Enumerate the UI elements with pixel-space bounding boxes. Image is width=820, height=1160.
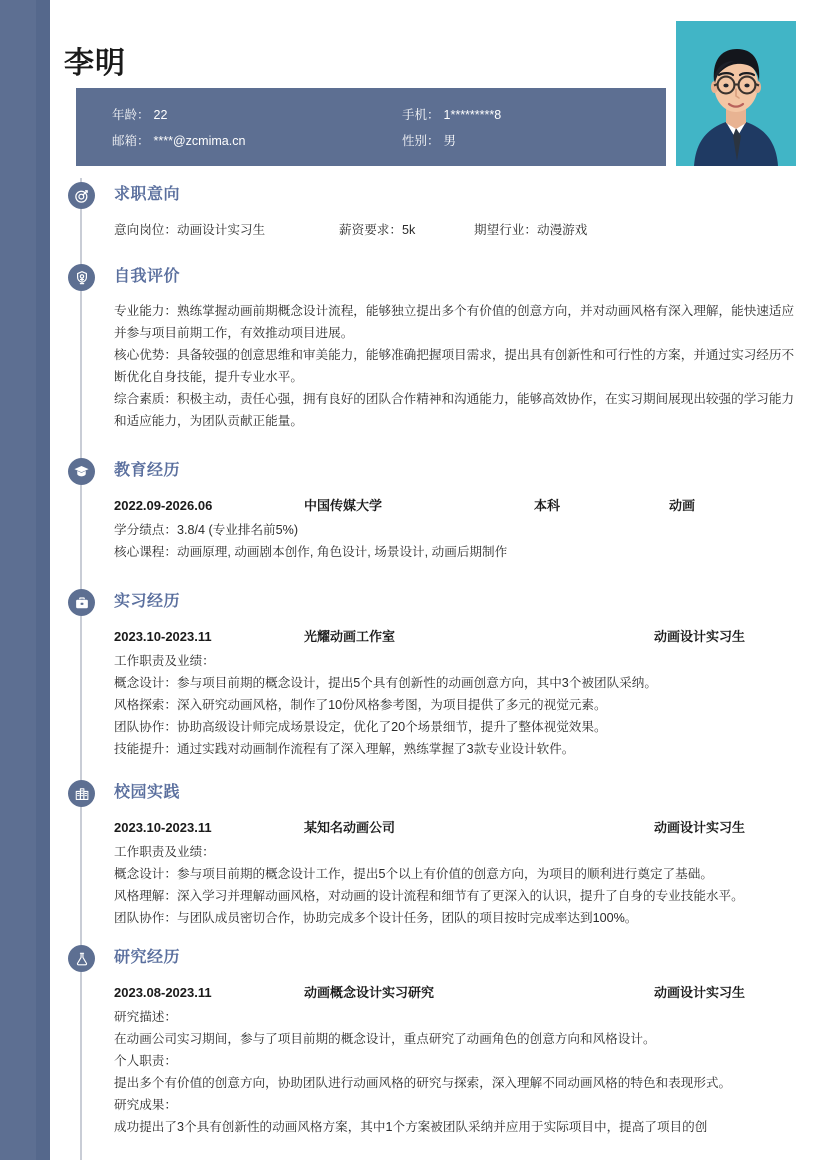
evaluation-line: 专业能力：熟练掌握动画前期概念设计流程，能够独立提出多个有价值的创意方向，并对动画风格有深入理解，能快速适应并参与项目前期工作，有效推动项目进展。 <box>114 304 795 340</box>
info-phone-value: 1*********8 <box>443 108 502 122</box>
intent-position: 意向岗位：动画设计实习生 <box>114 223 266 237</box>
intent-industry: 期望行业：动漫游戏 <box>474 223 588 237</box>
education-line: 学分绩点：3.8/4 (专业排名前5%) <box>114 523 299 537</box>
left-rail-inner <box>36 0 50 1160</box>
evaluation-line: 核心优势：具备较强的创意思维和审美能力，能够准确把握项目需求，提出具有创新性和可行性的方案，并通过实习经历不断优化自身技能，提升专业水平。 <box>114 348 795 384</box>
section-header-education <box>56 454 820 494</box>
evaluation-line: 综合素质：积极主动，责任心强，拥有良好的团队合作精神和沟通能力，能够高效协作，在实习期间展现出较强的学习能力和适应能力，为团队贡献正能量。 <box>114 392 795 428</box>
section-campus-practice <box>56 776 820 929</box>
badge-icon <box>68 264 95 291</box>
section-title-research: 研究经历 <box>114 949 181 966</box>
info-email-value: ****@zcmima.cn <box>153 134 246 148</box>
section-self-evaluation <box>56 260 820 432</box>
internship-role: 动画设计实习生 <box>654 629 746 644</box>
contact-info-grid <box>112 101 652 153</box>
info-gender-value: 男 <box>443 134 457 148</box>
internship-line: 技能提升：通过实践对动画制作流程有了深入理解，熟练掌握了3款专业设计软件。 <box>114 742 575 756</box>
education-row-head <box>114 494 802 518</box>
section-header-internship <box>56 585 820 625</box>
job-intent-row <box>114 218 802 242</box>
campus-line: 工作职责及业绩： <box>114 845 215 859</box>
section-body-education <box>56 494 820 563</box>
research-line: 个人职责： <box>114 1054 177 1068</box>
section-body-job-intent <box>56 218 820 242</box>
internship-company: 光耀动画工作室 <box>304 629 396 644</box>
internship-line: 风格探索：深入研究动画风格，制作了10份风格参考图，为项目提供了多元的视觉元素。 <box>114 698 607 712</box>
education-major: 动画 <box>669 498 696 513</box>
section-job-intent <box>56 178 820 242</box>
research-line: 研究成果： <box>114 1098 177 1112</box>
research-line: 成功提出了3个具有创新性的动画风格方案，其中1个方案被团队采纳并应用于实际项目中，提高了项目的创 <box>114 1120 708 1134</box>
research-line: 研究描述： <box>114 1010 177 1024</box>
campus-line: 团队协作：与团队成员密切合作，协助完成多个设计任务，团队的项目按时完成率达到100%。 <box>114 911 638 925</box>
education-school: 中国传媒大学 <box>304 498 383 513</box>
internship-row-head <box>114 625 802 649</box>
info-phone-label: 手机： <box>402 108 440 122</box>
section-header-research <box>56 941 820 981</box>
section-header-job-intent <box>56 178 820 218</box>
campus-row-head <box>114 816 802 840</box>
campus-role: 动画设计实习生 <box>654 820 746 835</box>
research-role: 动画设计实习生 <box>654 985 746 1000</box>
education-date: 2022.09-2026.06 <box>114 498 213 513</box>
graduation-cap-icon <box>68 458 95 485</box>
education-line: 核心课程：动画原理, 动画剧本创作, 角色设计, 场景设计, 动画后期制作 <box>114 545 508 559</box>
section-education <box>56 454 820 563</box>
research-row-head <box>114 981 802 1005</box>
campus-date: 2023.10-2023.11 <box>114 820 212 835</box>
section-title-education: 教育经历 <box>114 462 181 479</box>
candidate-name: 李明 <box>64 47 126 80</box>
flask-icon <box>68 945 95 972</box>
section-internship <box>56 585 820 760</box>
section-title-internship: 实习经历 <box>114 593 181 610</box>
research-line: 提出多个有价值的创意方向，协助团队进行动画风格的研究与探索，深入理解不同动画风格的特色和表现形式。 <box>114 1076 732 1090</box>
internship-line: 工作职责及业绩： <box>114 654 215 668</box>
left-rail-outer <box>0 0 36 1160</box>
internship-date: 2023.10-2023.11 <box>114 629 212 644</box>
research-date: 2023.08-2023.11 <box>114 985 212 1000</box>
section-research <box>56 941 820 1138</box>
section-title-campus-practice: 校园实践 <box>114 784 181 801</box>
briefcase-icon <box>68 589 95 616</box>
info-gender-label: 性别： <box>402 134 440 148</box>
resume-body <box>56 178 820 1160</box>
info-email <box>112 131 402 149</box>
section-header-self-evaluation <box>56 260 820 300</box>
section-title-self-evaluation: 自我评价 <box>114 268 181 285</box>
education-degree: 本科 <box>534 498 561 513</box>
target-icon <box>68 182 95 209</box>
info-gender <box>402 131 652 149</box>
info-email-label: 邮箱： <box>112 134 150 148</box>
resume-header <box>56 0 820 178</box>
internship-line: 概念设计：参与项目前期的概念设计，提出5个具有创新性的动画创意方向，其中3个被团队采纳。 <box>114 676 657 690</box>
intent-salary: 薪资要求：5k <box>339 223 416 237</box>
section-body-research <box>56 981 820 1138</box>
section-title-job-intent: 求职意向 <box>114 186 181 203</box>
internship-line: 团队协作：协助高级设计师完成场景设定，优化了20个场景细节，提升了整体视觉效果。 <box>114 720 607 734</box>
campus-company: 某知名动画公司 <box>304 820 396 835</box>
section-body-self-evaluation <box>56 300 820 432</box>
portrait-photo <box>676 21 796 166</box>
contact-info-band <box>76 88 666 166</box>
campus-line: 风格理解：深入学习并理解动画风格，对动画的设计流程和细节有了更深入的认识，提升了自身的专业技能水平。 <box>114 889 744 903</box>
section-body-internship <box>56 625 820 760</box>
info-age-value: 22 <box>153 108 168 122</box>
info-phone <box>402 105 652 123</box>
research-project: 动画概念设计实习研究 <box>304 985 435 1000</box>
section-header-campus-practice <box>56 776 820 816</box>
campus-line: 概念设计：参与项目前期的概念设计工作，提出5个以上有价值的创意方向，为项目的顺利进行奠定了基础。 <box>114 867 713 881</box>
info-age-label: 年龄： <box>112 108 150 122</box>
info-age <box>112 105 402 123</box>
building-icon <box>68 780 95 807</box>
research-line: 在动画公司实习期间，参与了项目前期的概念设计，重点研究了动画角色的创意方向和风格设计。 <box>114 1032 656 1046</box>
section-body-campus-practice <box>56 816 820 929</box>
